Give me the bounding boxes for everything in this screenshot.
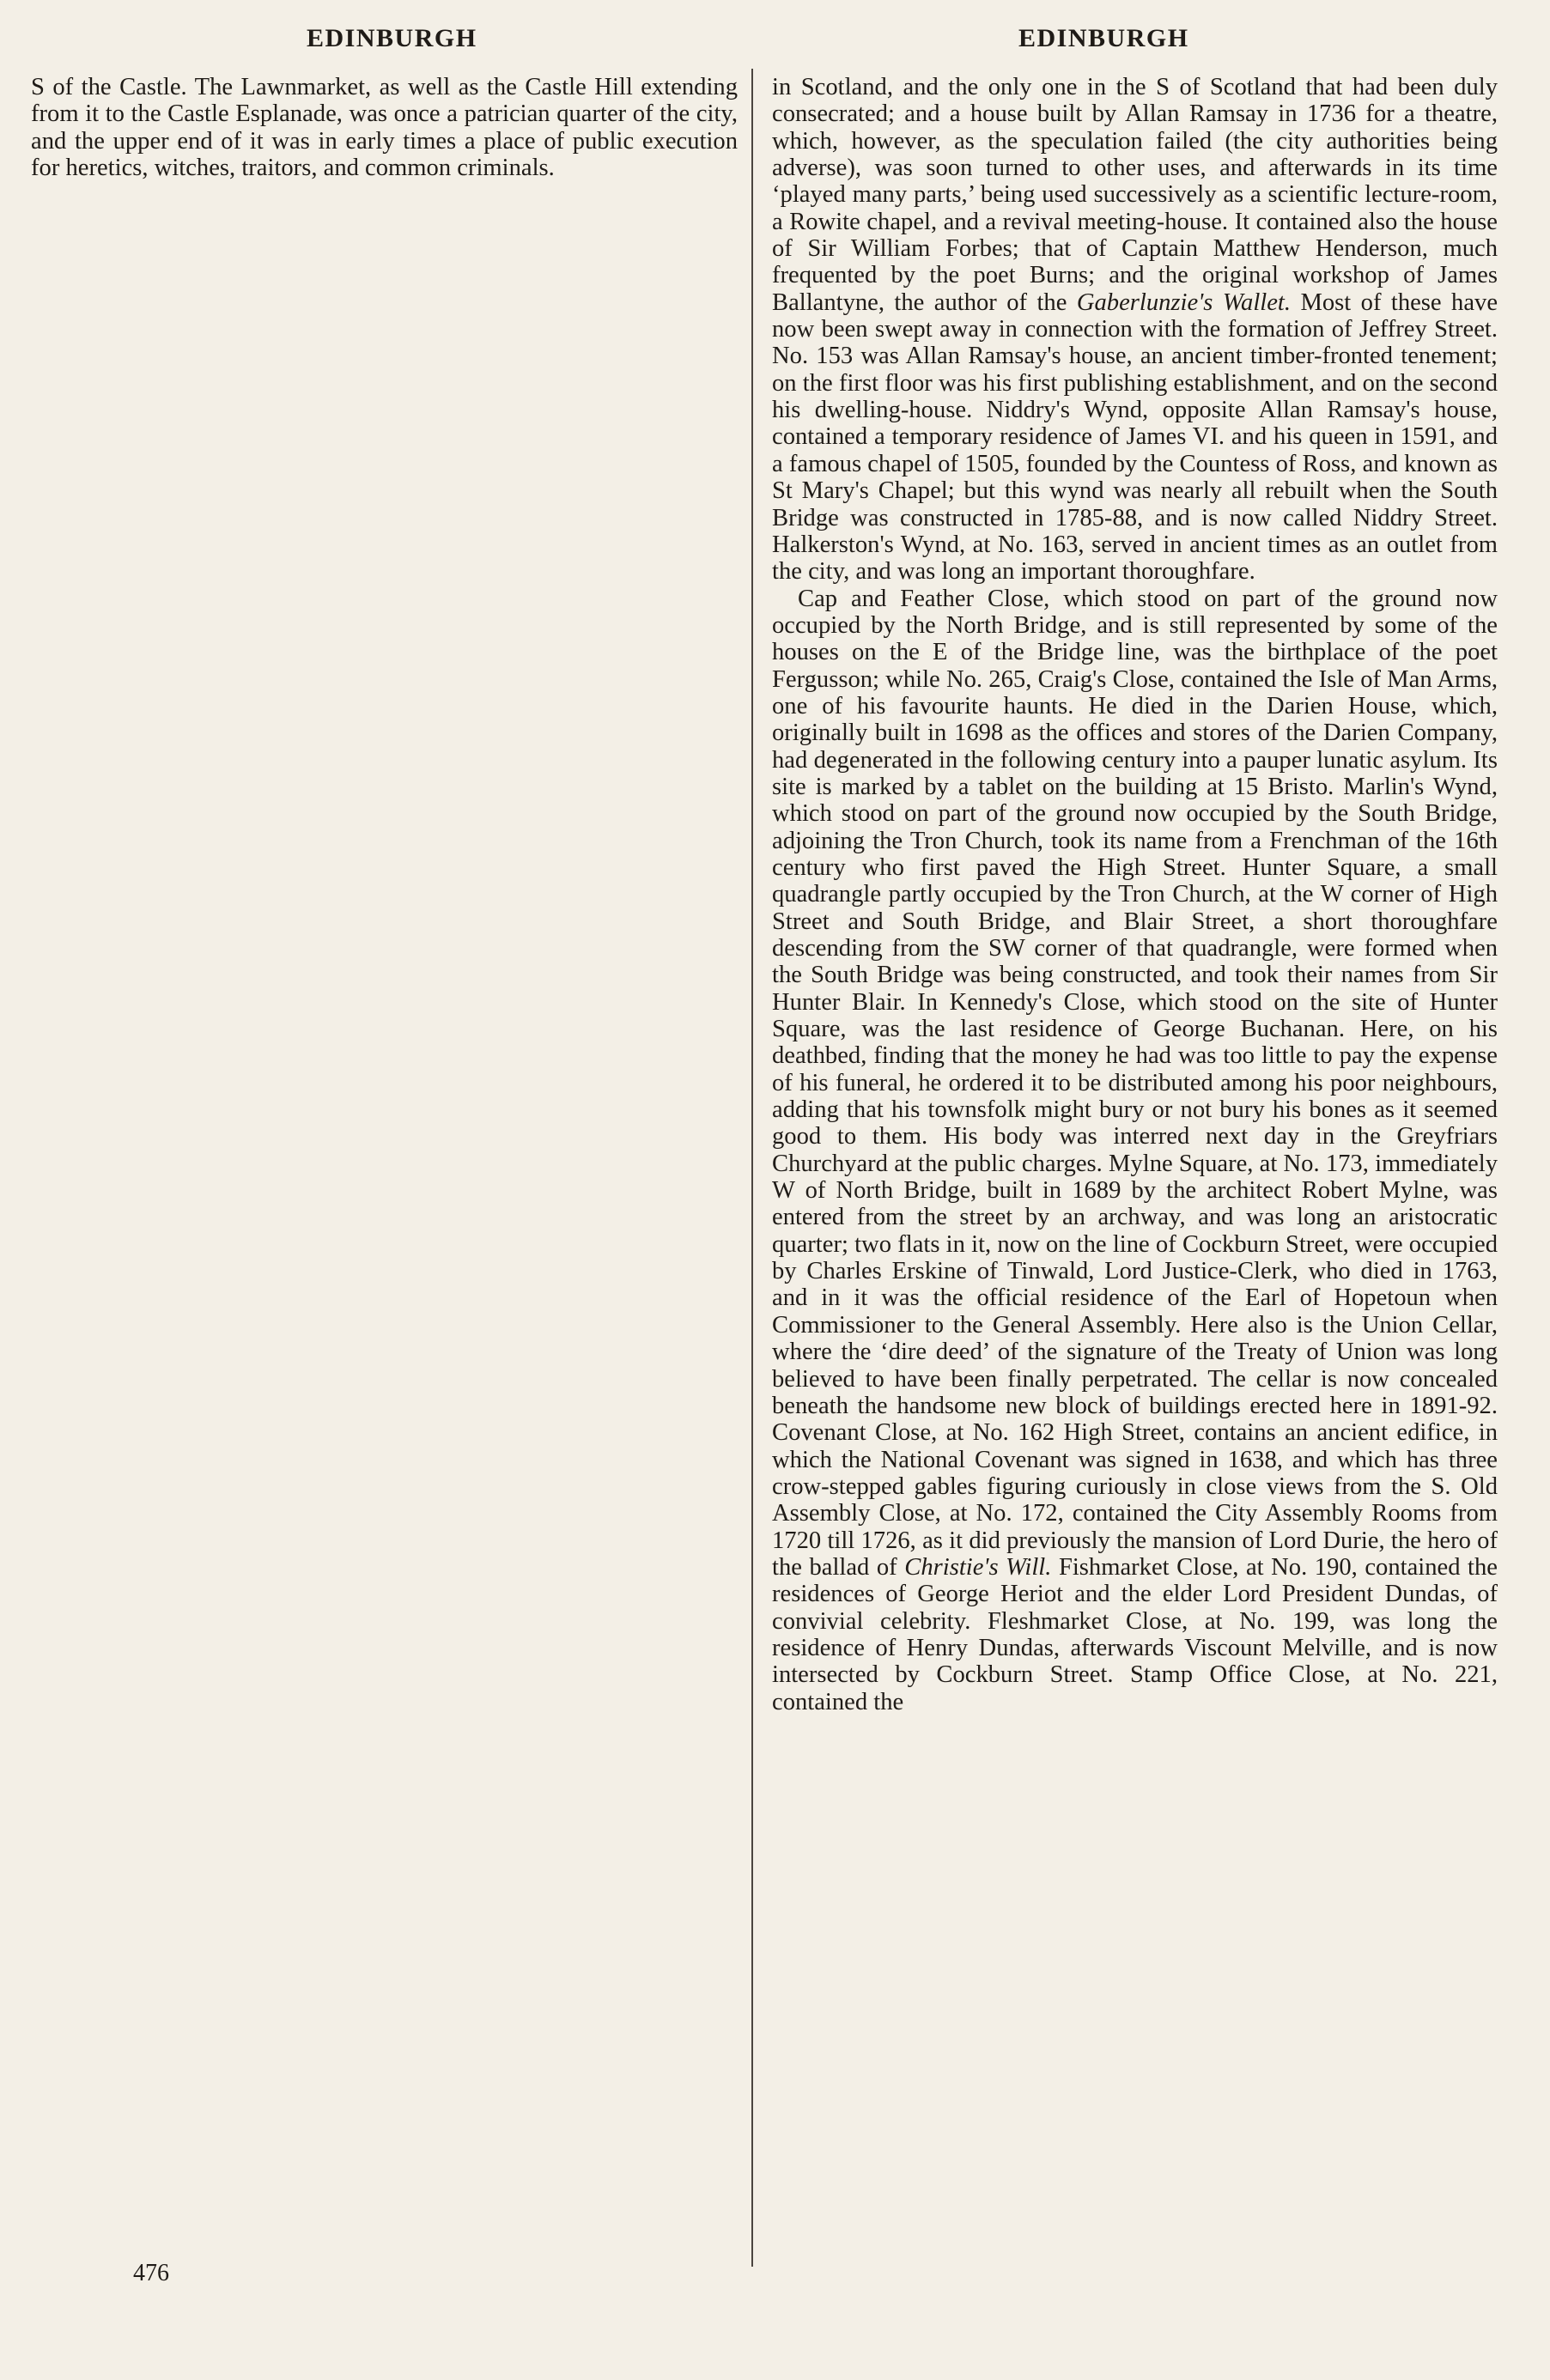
page-number: 476 bbox=[133, 2260, 169, 2286]
right-column bbox=[772, 74, 1498, 1715]
right-p1-text-b: Most of these have now been swept away in connection with the formation of Jeffrey Street. No. 153 was Allan Ramsay's house, an ancient timber-fronted tenement; on the first floor was his first publishing establishment, and on the second his dwelling-house. Niddry's Wynd, opposite Allan Ramsay's house, contained a temporary residence of James VI. and his queen in 1591, and a famous chapel of 1505, founded by the Countess of Ross, and known as St Mary's Chapel; but this wynd was nearly all rebuilt when the South Bridge was constructed in 1785-88, and is now called Niddry Street. Halkerston's Wynd, at No. 163, served in ancient times as an outlet from the city, and was long an important thoroughfare. bbox=[772, 288, 1498, 586]
column-rule bbox=[751, 69, 753, 2267]
left-column bbox=[31, 74, 738, 181]
right-paragraph-1 bbox=[772, 74, 1498, 586]
right-p2-italic-title: Christie's Will. bbox=[904, 1553, 1052, 1581]
right-p2-text-b: Fishmarket Close, at No. 190, contained the residences of George Heriot and the elder Lord President Dundas, of convivial celebrity. Fleshmarket Close, at No. 199, was long the residence of Henry Dundas, afterwards Viscount Melville, and is now intersected by Cockburn Street. Stamp Office Close, at No. 221, contained the bbox=[772, 1553, 1498, 1715]
left-paragraph-1: S of the Castle. The Lawnmarket, as well as the Castle Hill extending from it to the Castle Esplanade, was once a patrician quarter of the city, and the upper end of it was in early times a place of public execution for heretics, witches, traitors, and common criminals. bbox=[31, 74, 738, 182]
right-paragraph-2 bbox=[772, 586, 1498, 1715]
right-p2-text-a: Cap and Feather Close, which stood on part of the ground now occupied by the North Bridge, and is still represented by some of the houses on the E of the Bridge line, was the birthplace of the poet Fergusson; while No. 265, Craig's Close, contained the Isle of Man Arms, one of his favourite haunts. He died in the Darien House, which, originally built in 1698 as the offices and stores of the Darien Company, had degenerated in the following century into a pauper lunatic asylum. Its site is marked by a tablet on the building at 15 Bristo. Marlin's Wynd, which stood on part of the ground now occupied by the South Bridge, adjoining the Tron Church, took its name from a Frenchman of the 16th century who first paved the High Street. Hunter Square, a small quadrangle partly occupied by the Tron Church, at the W corner of High Street and South Bridge, and Blair Street, a short thoroughfare descending from the SW corner of that quadrangle, were formed when the South Bridge was being constructed, and took their names from Sir Hunter Blair. In Kennedy's Close, which stood on the site of Hunter Square, was the last residence of George Buchanan. Here, on his deathbed, finding that the money he had was too little to pay the expense of his funeral, he ordered it to be distributed among his poor neighbours, adding that his townsfolk might bury or not bury his bones as it seemed good to them. His body was interred next day in the Greyfriars Churchyard at the public charges. Mylne Square, at No. 173, immediately W of North Bridge, built in 1689 by the architect Robert Mylne, was entered from the street by an archway, and was long an aristocratic quarter; two flats in it, now on the line of Cockburn Street, were occupied by Charles Erskine of Tinwald, Lord Justice-Clerk, who died in 1763, and in it was the official residence of the Earl of Hopetoun when Commissioner to the General Assembly. Here also is the Union Cellar, where the ‘dire deed’ of the signature of the Treaty of Union was long believed to have been finally perpetrated. The cellar is now concealed beneath the handsome new block of buildings erected here in 1891-92. Covenant Close, at No. 162 High Street, contains an ancient edifice, in which the National Covenant was signed in 1638, and which has three crow-stepped gables figuring curiously in close views from the S. Old Assembly Close, at No. 172, contained the City Assembly Rooms from 1720 till 1726, as it did previously the mansion of Lord Durie, the hero of the ballad of bbox=[772, 585, 1498, 1581]
running-head-right: EDINBURGH bbox=[1018, 24, 1189, 52]
right-p1-text-a: in Scotland, and the only one in the S of Scotland that had been duly consecrated; and a house built by Allan Ramsay in 1736 for a theatre, which, however, as the speculation failed (the city authorities being adverse), was soon turned to other uses, and afterwards in its time ‘played many parts,’ being used successively as a scientific lecture-room, a Rowite chapel, and a revival meeting-house. It contained also the house of Sir William Forbes; that of Captain Matthew Henderson, much frequented by the poet Burns; and the original workshop of James Ballantyne, the author of the bbox=[772, 74, 1498, 316]
right-p1-italic-title: Gaberlunzie's Wallet. bbox=[1076, 288, 1292, 316]
running-head-left: EDINBURGH bbox=[307, 24, 477, 52]
